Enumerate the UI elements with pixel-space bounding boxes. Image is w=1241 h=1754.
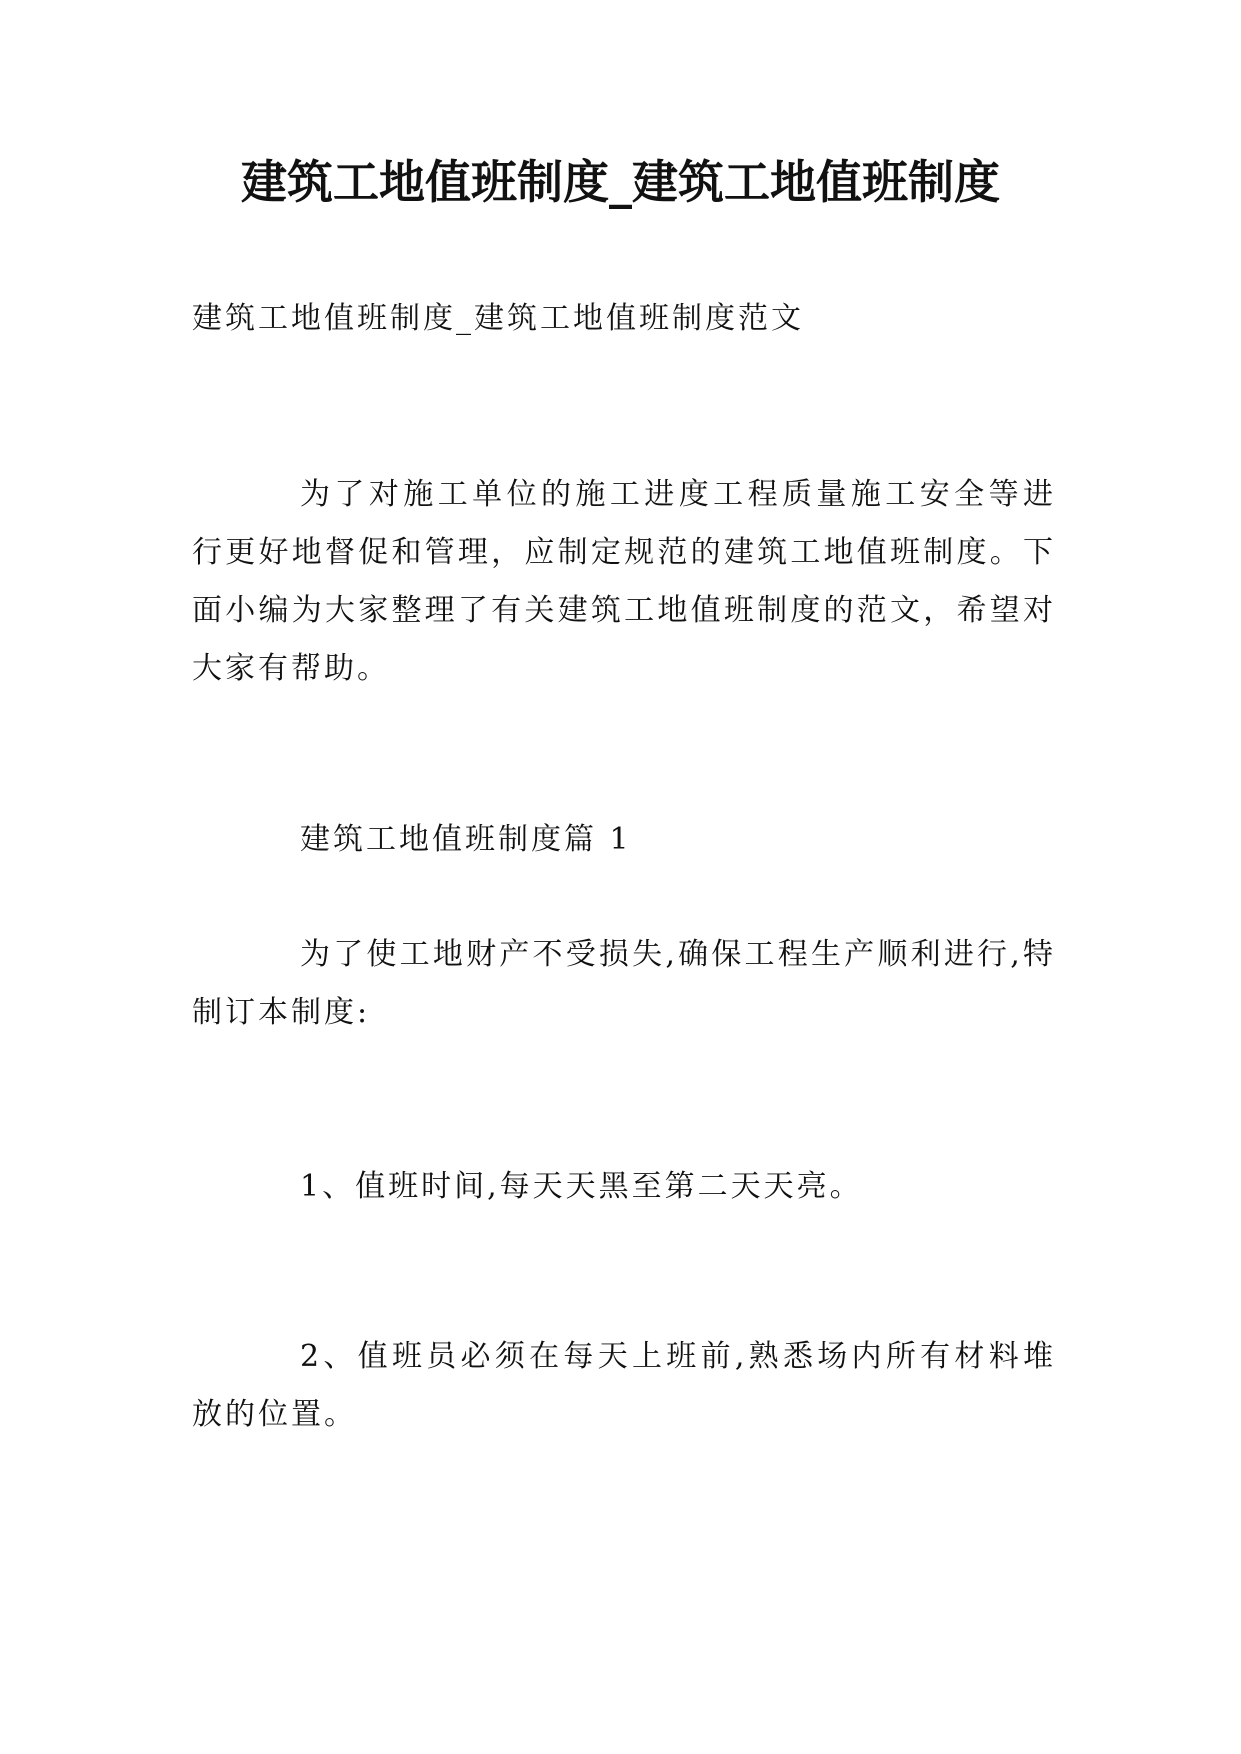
document-title: 建筑工地值班制度_建筑工地值班制度	[241, 155, 1000, 209]
rule-item-1: 1、值班时间,每天天黑至第二天天亮。	[300, 1169, 863, 1204]
rule-item-2: 2、值班员必须在每天上班前,熟悉场内所有材料堆放的位置。	[192, 1339, 1056, 1432]
document-subtitle: 建筑工地值班制度_建筑工地值班制度范文	[192, 301, 804, 336]
intro-paragraph: 为了对施工单位的施工进度工程质量施工安全等进行更好地督促和管理，应制定规范的建筑工地值班制度。下面小编为大家整理了有关建筑工地值班制度的范文，希望对大家有帮助。	[192, 477, 1056, 686]
paragraph-purpose: 为了使工地财产不受损失,确保工程生产顺利进行,特制订本制度:	[192, 937, 1056, 1030]
section-heading: 建筑工地值班制度篇 1	[300, 822, 632, 857]
